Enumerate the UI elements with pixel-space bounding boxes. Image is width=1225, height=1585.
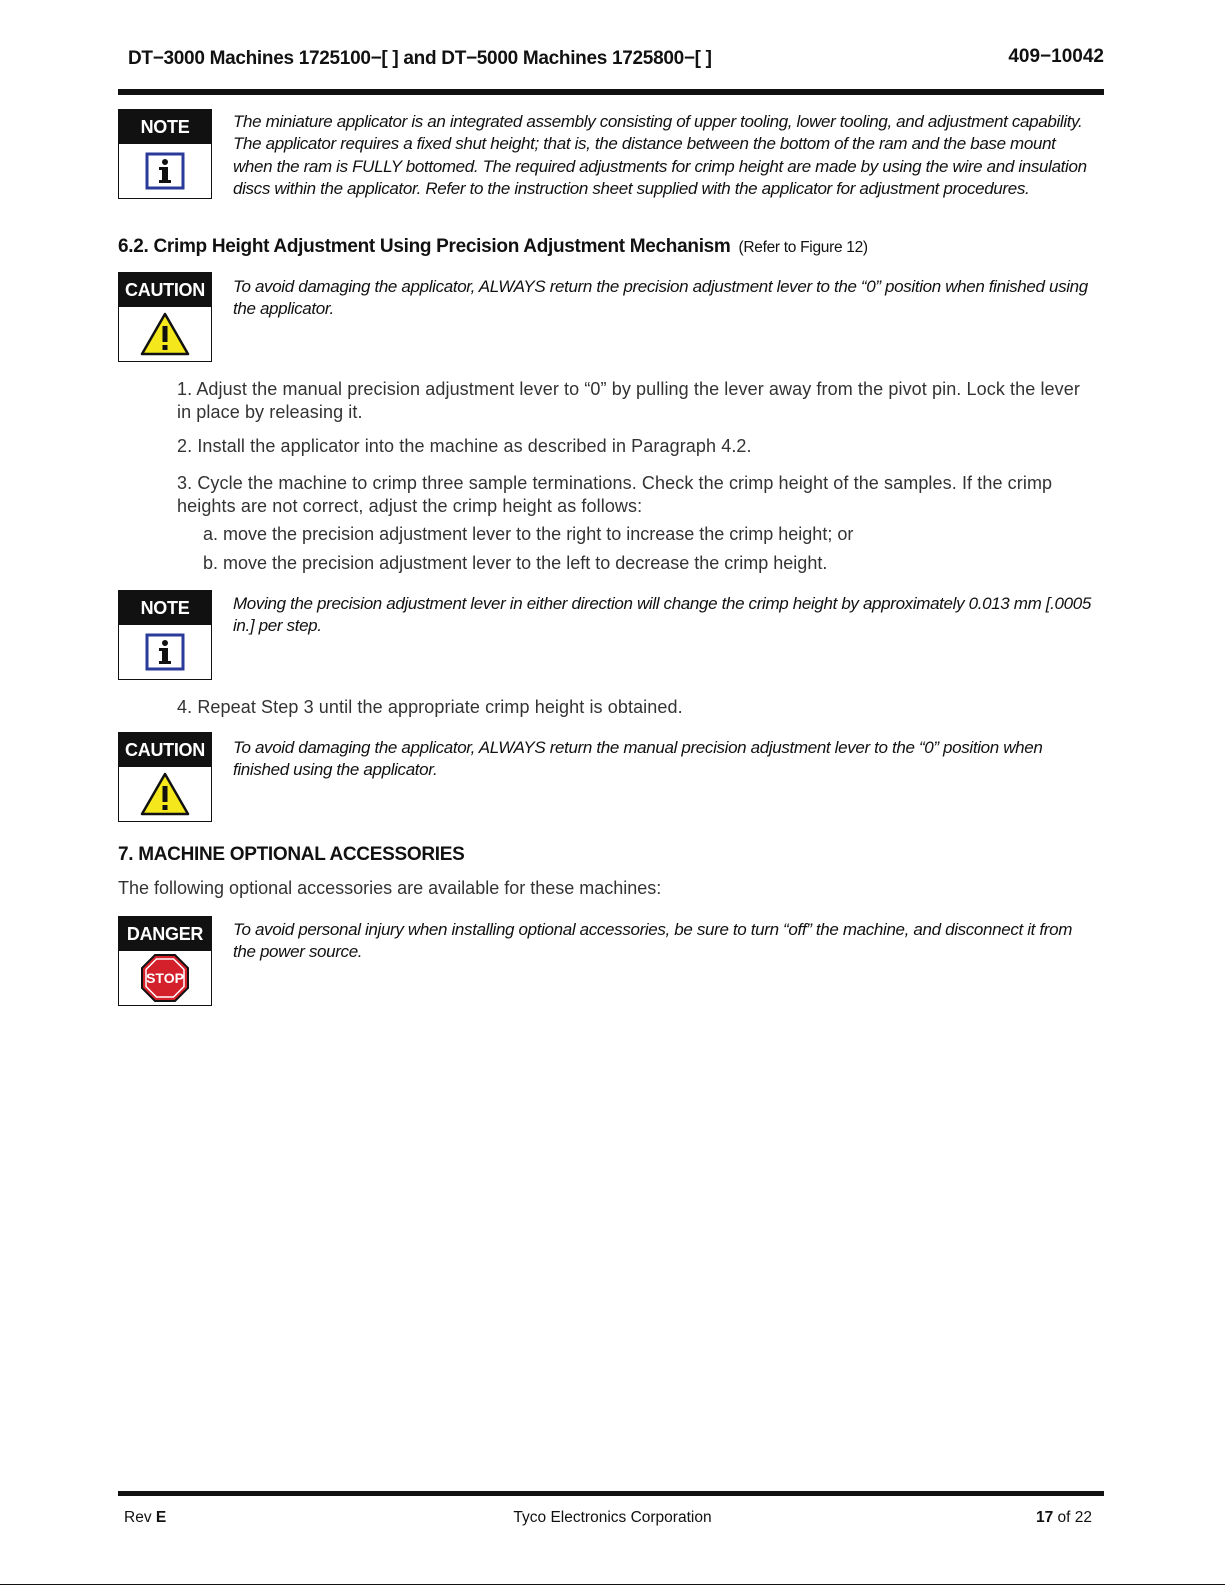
caution-badge: [118, 732, 212, 822]
caution-badge: [118, 272, 212, 362]
note-text: The miniature applicator is an integrated assembly consisting of upper tooling, lower tooling, and adjustment capability. The applicator requires a fixed shut height; that is, the distance between the bottom of the ram and the base mount when the ram is FULLY bottomed. The required adjustments for crimp height are made by using the wire and insulation discs within the applicator. Refer to the instruction sheet supplied with the applicator for adjustment procedures.: [233, 112, 1087, 198]
caution-text: To avoid damaging the applicator, ALWAYS return the precision adjustment lever to the “0” position when finished using the applicator.: [233, 277, 1088, 319]
warning-triangle-icon: [119, 307, 211, 361]
step-1: 1. Adjust the manual precision adjustment lever to “0” by pulling the lever away from the pivot pin. Lock the lever in place by releasing it.: [177, 379, 1080, 422]
stop-sign-text: STOP: [146, 970, 184, 986]
note-label: NOTE: [119, 591, 211, 625]
step-4: 4. Repeat Step 3 until the appropriate crimp height is obtained.: [177, 697, 683, 717]
revision-value: E: [155, 1509, 167, 1526]
step-3: 3. Cycle the machine to crimp three sample terminations. Check the crimp height of the samples. If the crimp heights are not correct, adjust the crimp height as follows:: [177, 473, 1053, 516]
page-current: 17: [1035, 1509, 1054, 1526]
page-total: of 22: [1057, 1509, 1092, 1526]
note-label: NOTE: [119, 110, 211, 144]
caution-text: To avoid damaging the applicator, ALWAYS return the manual precision adjustment lever to the “0” position when finished using the applicator.: [233, 738, 1043, 780]
danger-badge: [118, 916, 212, 1006]
footer-rule: [118, 1491, 1104, 1496]
danger-label: DANGER: [119, 917, 211, 951]
caution-label: CAUTION: [119, 733, 211, 767]
section-heading-7: 7. MACHINE OPTIONAL ACCESSORIES: [118, 844, 465, 865]
warning-triangle-icon: [119, 767, 211, 821]
section-heading-6-2: [118, 236, 868, 258]
danger-text: To avoid personal injury when installing optional accessories, be sure to turn “off” the machine, and disconnect it from the power source.: [233, 920, 1073, 962]
page-number: [1036, 1509, 1092, 1527]
note-badge: [118, 590, 212, 680]
header-title: DT−3000 Machines 1725100−[ ] and DT−5000 Machines 1725800−[ ]: [128, 48, 712, 69]
step-2: 2. Install the applicator into the machine as described in Paragraph 4.2.: [177, 436, 752, 456]
document-number: 409−10042: [1008, 46, 1104, 67]
note-badge: [118, 109, 212, 199]
figure-reference: (Refer to Figure 12): [738, 239, 868, 256]
info-icon: [119, 625, 211, 679]
info-icon: [119, 144, 211, 198]
stop-sign-icon: [119, 951, 211, 1005]
company-name: Tyco Electronics Corporation: [513, 1509, 712, 1526]
caution-label: CAUTION: [119, 273, 211, 307]
section-intro: The following optional accessories are available for these machines:: [118, 878, 662, 898]
step-3b: b. move the precision adjustment lever to the left to decrease the crimp height.: [203, 553, 828, 573]
note-text: Moving the precision adjustment lever in either direction will change the crimp height by approximately 0.013 mm [.0005 in.] per step.: [233, 594, 1091, 636]
section-title: 6.2. Crimp Height Adjustment Using Precision Adjustment Mechanism: [118, 236, 731, 257]
step-3a: a. move the precision adjustment lever to the right to increase the crimp height; or: [203, 524, 854, 544]
revision-label: Rev: [124, 1509, 152, 1526]
header-rule: [118, 89, 1104, 95]
